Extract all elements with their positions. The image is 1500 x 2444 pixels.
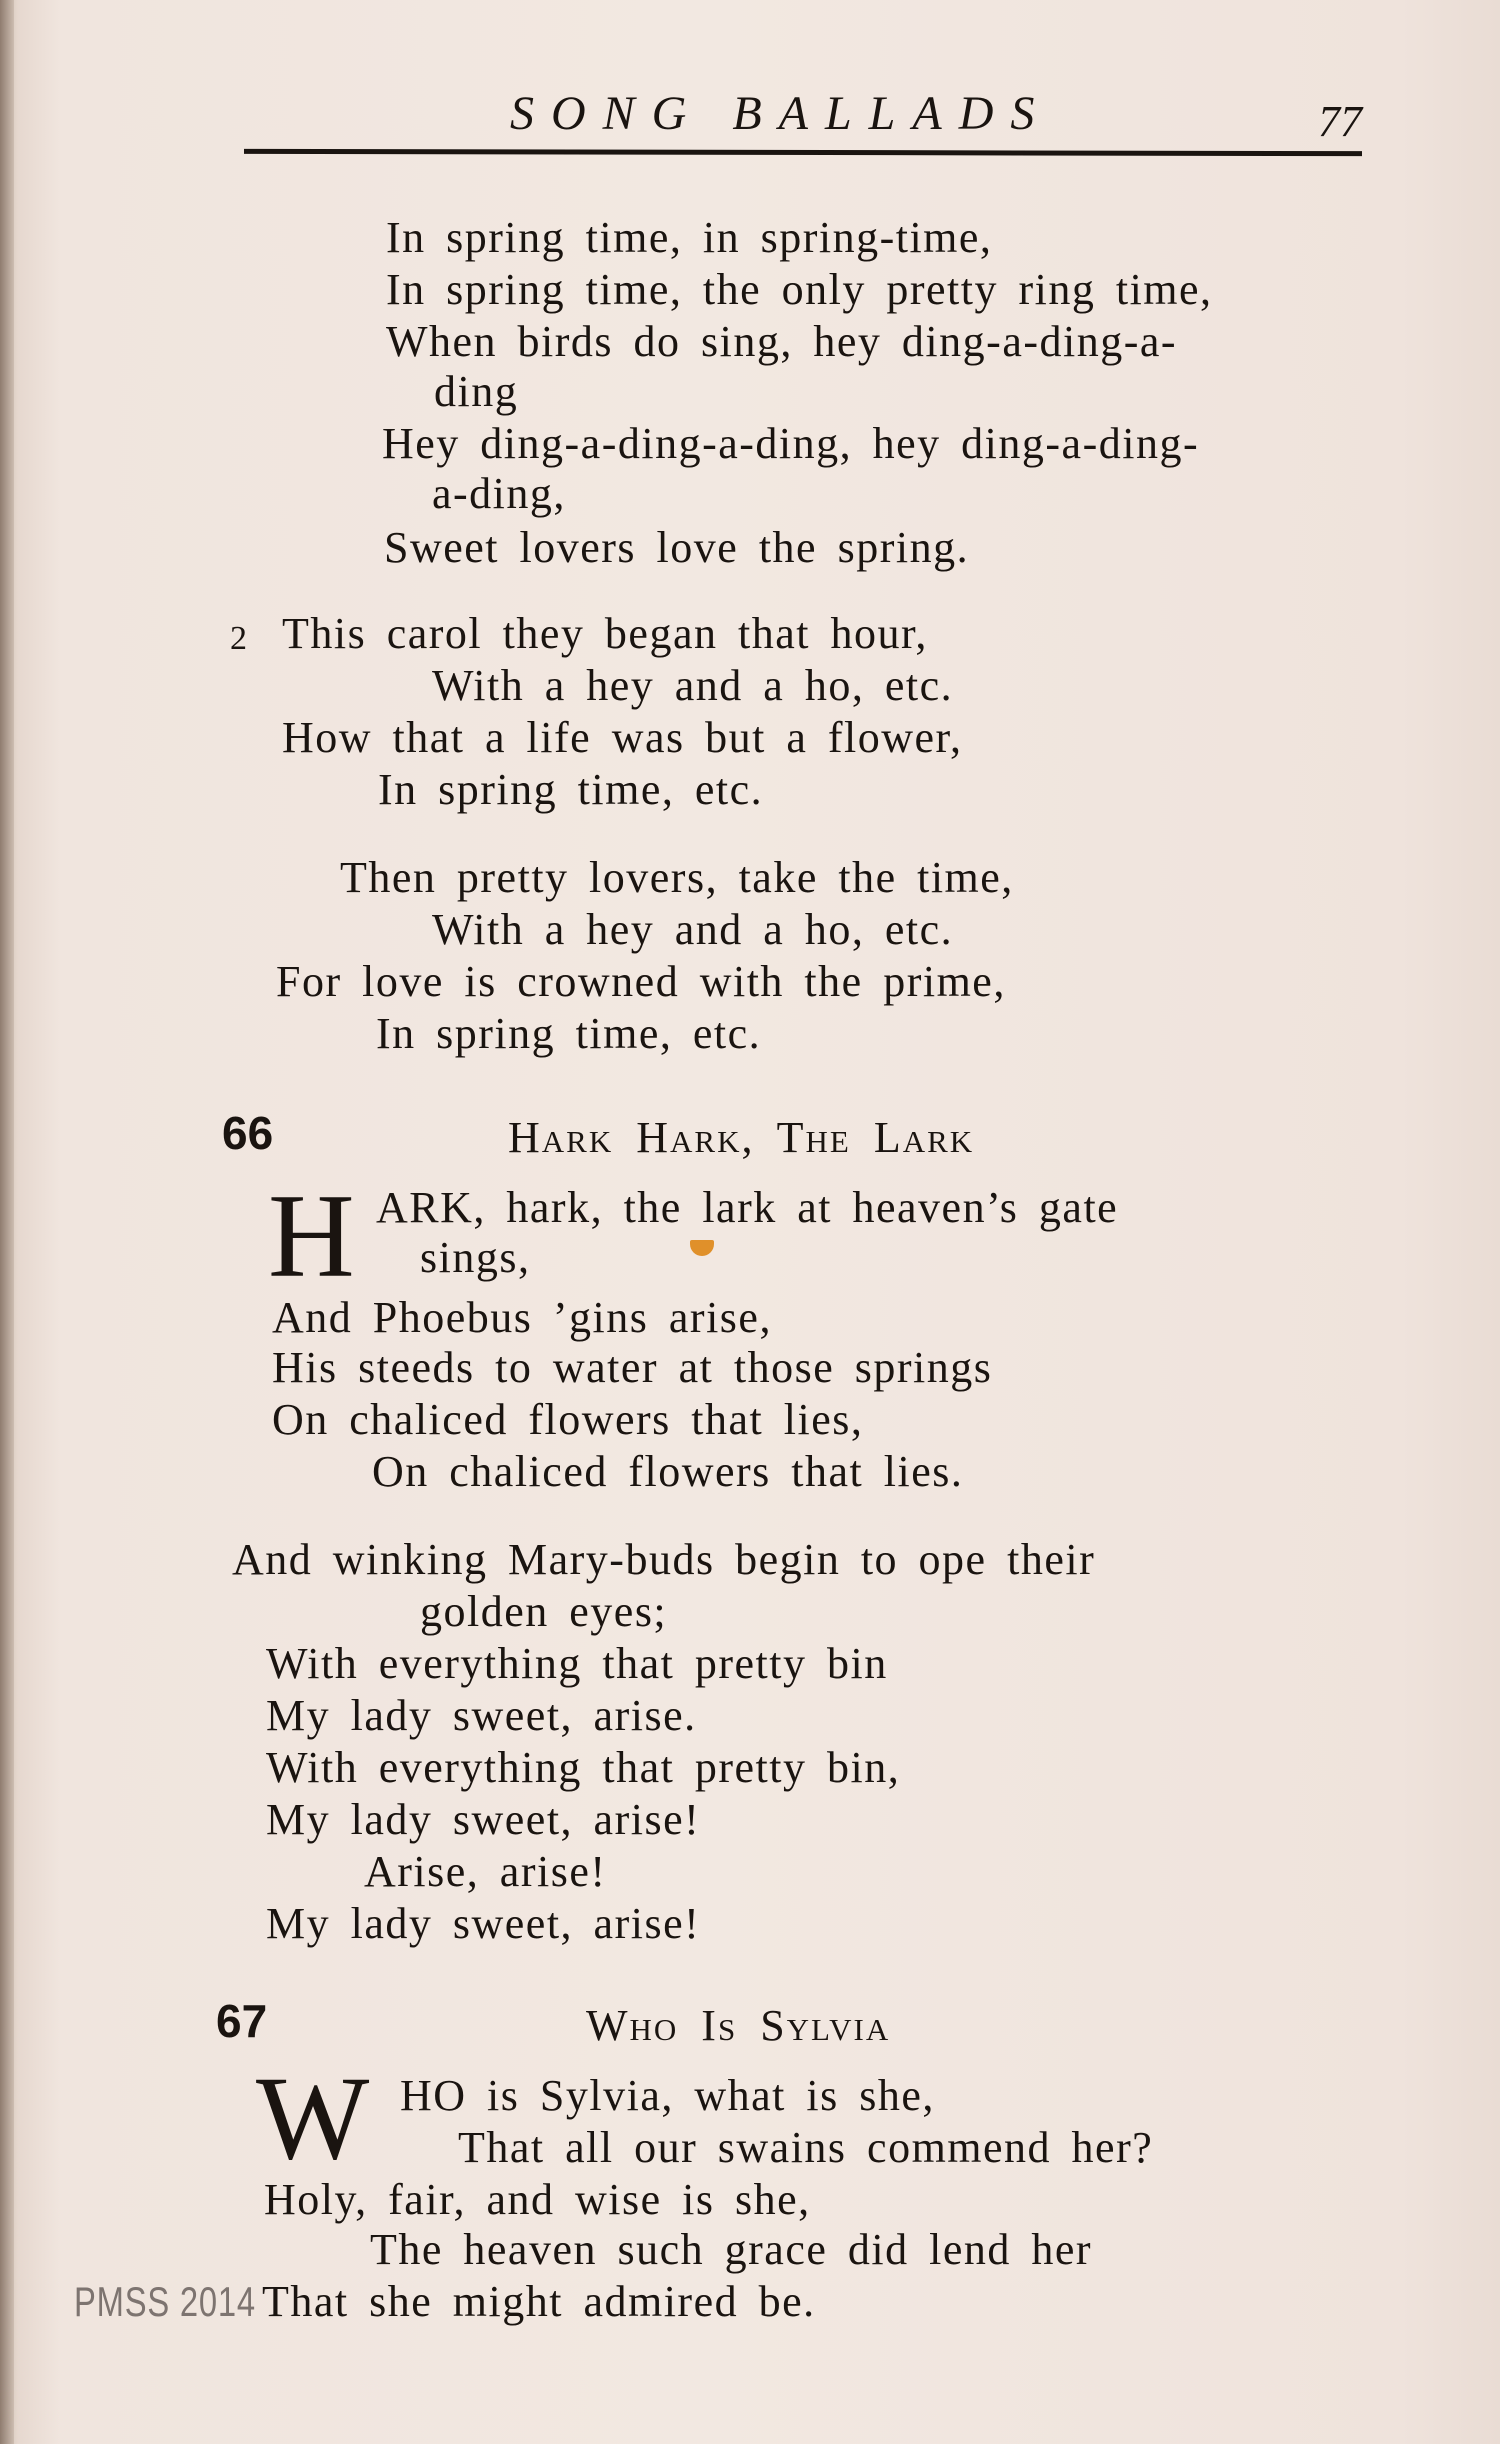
verse-line: And Phoebus ’gins arise, [272,1293,772,1342]
song-title: Hark Hark, The Lark [508,1113,975,1162]
song-number: 66 [222,1107,274,1159]
verse-line: How that a life was but a flower, [282,713,963,762]
verse-line: Then pretty lovers, take the time, [340,853,1014,902]
verse-line: With a hey and a ho, etc. [432,905,954,954]
verse-line: That all our swains commend her? [458,2123,1154,2172]
watermark: PMSS 2014 [74,2278,256,2325]
verse-line: Arise, arise! [364,1847,607,1896]
verse-line: With everything that pretty bin, [266,1743,901,1792]
verse-line: In spring time, etc. [378,765,764,814]
verse-line: His steeds to water at those springs [272,1343,993,1392]
verse-line: My lady sweet, arise! [266,1795,701,1844]
verse-line: The heaven such grace did lend her [370,2225,1093,2274]
verse-line: ding [434,367,519,416]
drop-cap: W [256,2051,370,2184]
verse-line: Hey ding-a-ding-a-ding, hey ding-a-ding- [382,419,1200,468]
verse-line: On chaliced flowers that lies, [272,1395,864,1444]
verse-line: And winking Mary-buds begin to ope their [232,1535,1096,1584]
verse-line: For love is crowned with the prime, [276,957,1006,1006]
page-number: 77 [1318,97,1362,146]
stanza-number: 2 [230,620,247,657]
verse-line: When birds do sing, hey ding-a-ding-a- [386,317,1178,366]
verse-line: This carol they began that hour, [282,609,928,658]
verse-line: Sweet lovers love the spring. [384,523,970,572]
verse-line: ARK, hark, the lark at heaven’s gate [376,1183,1119,1232]
verse-line: My lady sweet, arise. [266,1691,697,1740]
verse-line: golden eyes; [420,1587,668,1636]
song-title: Who Is Sylvia [586,2001,891,2050]
verse-line: My lady sweet, arise! [266,1899,701,1948]
verse-line: That she might admired be. [262,2277,816,2326]
verse-line: In spring time, the only pretty ring time, [386,265,1213,314]
header-rule [244,149,1362,156]
drop-cap: H [268,1169,355,1302]
verse-line: On chaliced flowers that lies. [372,1447,964,1496]
running-title: SONG BALLADS [510,87,1052,140]
verse-line: a-ding, [432,469,566,518]
verse-line: HO is Sylvia, what is she, [400,2071,935,2120]
verse-line: Holy, fair, and wise is she, [264,2175,811,2224]
verse-line: With a hey and a ho, etc. [432,661,954,710]
verse-line: With everything that pretty bin [266,1639,888,1688]
book-spine-shadow [0,0,14,2444]
page-stain [690,1240,714,1256]
verse-line: sings, [420,1233,531,1282]
verse-line: In spring time, etc. [376,1009,762,1058]
song-number: 67 [216,1995,268,2047]
verse-line: In spring time, in spring-time, [386,213,993,262]
